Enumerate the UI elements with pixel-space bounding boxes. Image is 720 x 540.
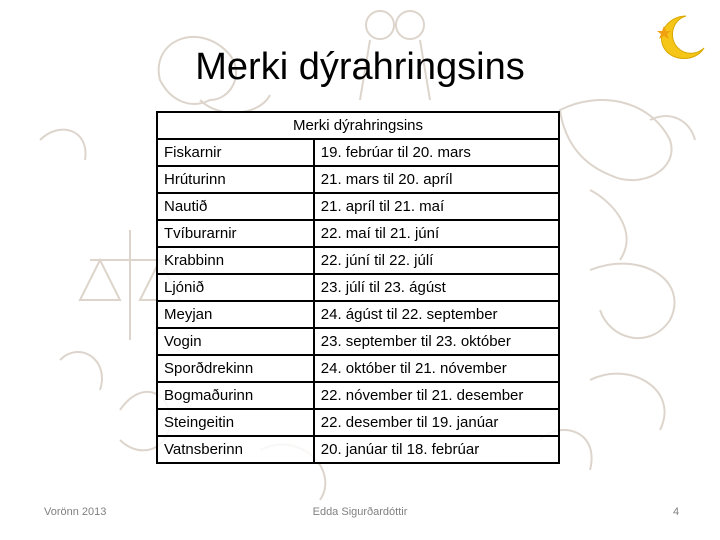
table-body [157, 139, 559, 463]
zodiac-table [156, 111, 560, 464]
table-row [157, 382, 559, 409]
table-row [157, 328, 559, 355]
zodiac-dates-cell: 21. apríl til 21. maí [314, 193, 559, 220]
zodiac-sign-cell: Fiskarnir [157, 139, 314, 166]
table-header-row [157, 112, 559, 139]
zodiac-dates-cell: 22. júní til 22. júlí [314, 247, 559, 274]
table-row [157, 301, 559, 328]
zodiac-sign-cell: Sporðdrekinn [157, 355, 314, 382]
zodiac-dates-cell: 21. mars til 20. apríl [314, 166, 559, 193]
zodiac-dates-cell: 23. september til 23. október [314, 328, 559, 355]
table-header: Merki dýrahringsins [157, 112, 559, 139]
footer-left: Vorönn 2013 [44, 506, 107, 518]
zodiac-dates-cell: 20. janúar til 18. febrúar [314, 436, 559, 463]
table-row [157, 193, 559, 220]
zodiac-dates-cell: 22. nóvember til 21. desember [314, 382, 559, 409]
zodiac-dates-cell: 24. ágúst til 22. september [314, 301, 559, 328]
zodiac-dates-cell: 19. febrúar til 20. mars [314, 139, 559, 166]
zodiac-sign-cell: Ljónið [157, 274, 314, 301]
footer-author: Edda Sigurðardóttir [312, 506, 408, 518]
zodiac-sign-cell: Krabbinn [157, 247, 314, 274]
table-row [157, 409, 559, 436]
zodiac-dates-cell: 22. desember til 19. janúar [314, 409, 559, 436]
page-number: 4 [672, 506, 680, 518]
zodiac-sign-cell: Meyjan [157, 301, 314, 328]
table-row [157, 274, 559, 301]
table-row [157, 355, 559, 382]
table-row [157, 220, 559, 247]
zodiac-sign-cell: Vatnsberinn [157, 436, 314, 463]
zodiac-dates-cell: 23. júlí til 23. ágúst [314, 274, 559, 301]
zodiac-sign-cell: Bogmaðurinn [157, 382, 314, 409]
zodiac-sign-cell: Tvíburarnir [157, 220, 314, 247]
slide-title: Merki dýrahringsins [195, 46, 525, 88]
table-row [157, 436, 559, 463]
zodiac-sign-cell: Hrúturinn [157, 166, 314, 193]
zodiac-sign-cell: Vogin [157, 328, 314, 355]
table-row [157, 166, 559, 193]
table-row [157, 247, 559, 274]
zodiac-dates-cell: 22. maí til 21. júní [314, 220, 559, 247]
table-row [157, 139, 559, 166]
zodiac-dates-cell: 24. október til 21. nóvember [314, 355, 559, 382]
zodiac-sign-cell: Nautið [157, 193, 314, 220]
zodiac-sign-cell: Steingeitin [157, 409, 314, 436]
